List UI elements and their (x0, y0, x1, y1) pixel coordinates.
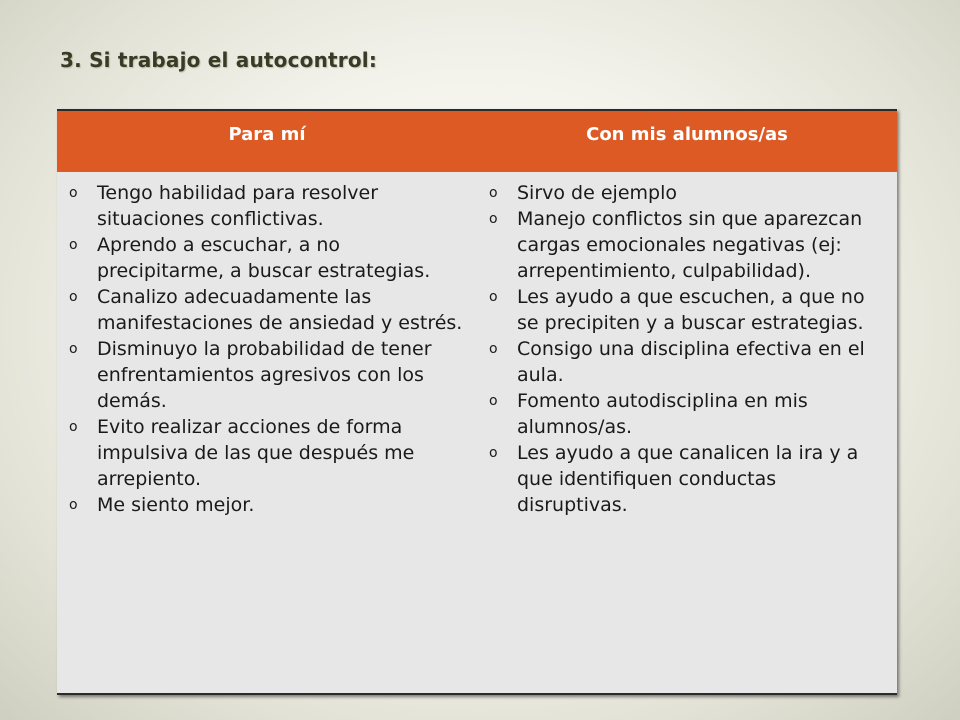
list-item (477, 180, 887, 206)
list-item (57, 284, 467, 336)
list-item (477, 388, 887, 440)
list-item-text: Tengo habilidad para resolver situaciones conflictivas. (97, 182, 379, 230)
bullet-icon: o (69, 237, 78, 253)
list-item-text: Evito realizar acciones de forma impulsiva de las que después me arrepiento. (97, 416, 415, 490)
list-item (477, 206, 887, 284)
list-item (57, 414, 467, 492)
header-para-mi: Para mí (57, 110, 477, 172)
benefits-list-students (477, 180, 887, 518)
list-item-text: Les ayudo a que escuchen, a que no se precipiten y a buscar estrategias. (517, 286, 865, 334)
list-item-text: Manejo conflictos sin que aparezcan cargas emocionales negativas (ej: arrepentimiento, culpabilidad). (517, 208, 863, 282)
bullet-icon: o (489, 341, 498, 357)
column-con-mis-alumnos (477, 172, 897, 694)
header-con-mis-alumnos: Con mis alumnos/as (477, 110, 897, 172)
list-item (57, 180, 467, 232)
bullet-icon: o (69, 341, 78, 357)
list-item-text: Aprendo a escuchar, a no precipitarme, a buscar estrategias. (97, 234, 431, 282)
bullet-icon: o (69, 419, 78, 435)
column-para-mi (57, 172, 477, 694)
bullet-icon: o (489, 211, 498, 227)
table-body-row (57, 172, 897, 694)
list-item-text: Les ayudo a que canalicen la ira y a que identifiquen conductas disruptivas. (517, 442, 859, 516)
list-item-text: Sirvo de ejemplo (517, 182, 677, 204)
bullet-icon: o (489, 185, 498, 201)
bullet-icon: o (69, 185, 78, 201)
list-item (477, 284, 887, 336)
list-item-text: Canalizo adecuadamente las manifestaciones de ansiedad y estrés. (97, 286, 463, 334)
bullet-icon: o (489, 289, 498, 305)
bullet-icon: o (489, 393, 498, 409)
bullet-icon: o (489, 445, 498, 461)
list-item (57, 492, 467, 518)
list-item (477, 336, 887, 388)
slide-title: 3. Si trabajo el autocontrol: (60, 48, 378, 72)
table-header-row (57, 110, 897, 172)
benefits-list-self (57, 180, 467, 518)
list-item-text: Fomento autodisciplina en mis alumnos/as. (517, 390, 808, 438)
list-item-text: Consigo una disciplina efectiva en el aula. (517, 338, 865, 386)
list-item-text: Me siento mejor. (97, 494, 255, 516)
comparison-table (57, 109, 897, 695)
list-item-text: Disminuyo la probabilidad de tener enfrentamientos agresivos con los demás. (97, 338, 432, 412)
list-item (477, 440, 887, 518)
bullet-icon: o (69, 289, 78, 305)
bullet-icon: o (69, 497, 78, 513)
list-item (57, 232, 467, 284)
list-item (57, 336, 467, 414)
